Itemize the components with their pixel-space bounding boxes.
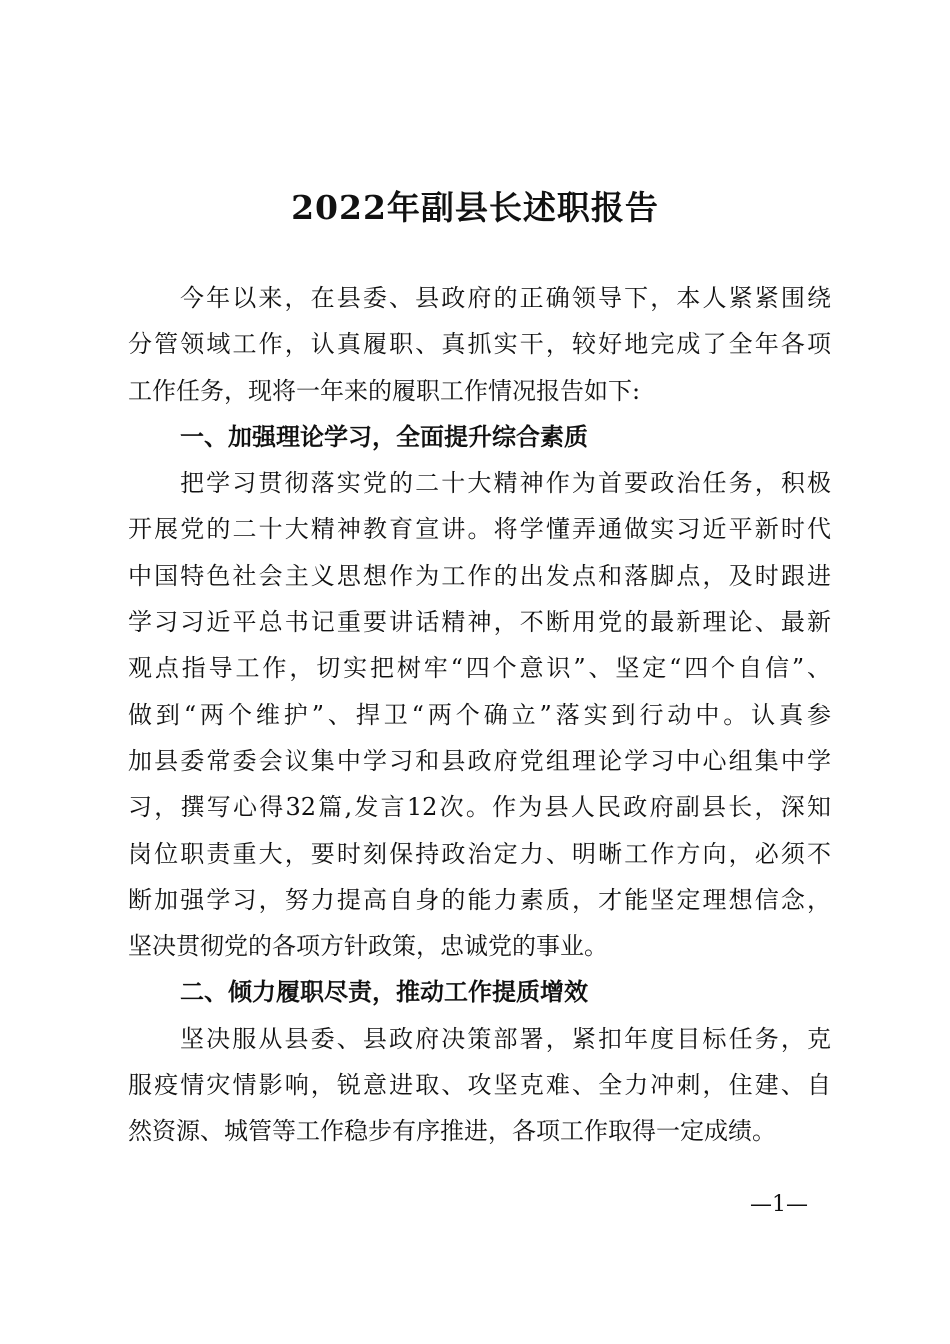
document-body <box>128 275 831 1155</box>
text-line: 今年以来，在县委、县政府的正确领导下，本人紧紧围绕 <box>180 284 831 312</box>
page-number: —1— <box>750 1192 808 1217</box>
text-line: 然资源、城管等工作稳步有序推进，各项工作取得一定成绩。 <box>128 1117 776 1146</box>
text-line: 工作任务，现将一年来的履职工作情况报告如下: <box>128 376 641 405</box>
text-line: 中国特色社会主义思想作为工作的出发点和落脚点，及时跟进 <box>128 561 831 590</box>
text-line: 做到“两个维护”、捍卫“两个确立”落实到行动中。认真参 <box>128 700 831 729</box>
text-line: 开展党的二十大精神教育宣讲。将学懂弄通做实习近平新时代 <box>128 515 831 544</box>
text-line: 岗位职责重大，要时刻保持政治定力、明晰工作方向，必须不 <box>128 839 831 868</box>
text-line: 习，撰写心得32篇,发言12次。作为县人民政府副县长，深知 <box>128 793 831 822</box>
text-line: 观点指导工作，切实把树牢“四个意识”、坚定“四个自信”、 <box>128 654 831 683</box>
text-line: 分管领域工作，认真履职、真抓实干，较好地完成了全年各项 <box>128 330 831 359</box>
text-line: 坚决服从县委、县政府决策部署，紧扣年度目标任务，克 <box>180 1024 831 1053</box>
document-title: 2022年副县长述职报告 <box>291 188 659 227</box>
text-line: 学习习近平总书记重要讲话精神，不断用党的最新理论、最新 <box>128 608 831 637</box>
text-line: 断加强学习，努力提高自身的能力素质，才能坚定理想信念， <box>128 885 831 914</box>
text-line: 把学习贯彻落实党的二十大精神作为首要政治任务，积极 <box>180 469 831 498</box>
text-line: 加县委常委会议集中学习和县政府党组理论学习中心组集中学 <box>128 746 831 775</box>
text-line: 坚决贯彻党的各项方针政策，忠诚党的事业。 <box>128 932 608 961</box>
paragraph <box>128 460 831 969</box>
section-heading <box>128 969 831 1015</box>
text-line: 服疫情灾情影响，锐意进取、攻坚克难、全力冲刺，住建、自 <box>128 1071 831 1100</box>
text-line: 二、倾力履职尽责，推动工作提质增效 <box>180 978 588 1007</box>
paragraph <box>128 1016 831 1155</box>
section-heading <box>128 414 831 460</box>
paragraph <box>128 275 831 414</box>
text-line: 一、加强理论学习，全面提升综合素质 <box>180 422 588 451</box>
